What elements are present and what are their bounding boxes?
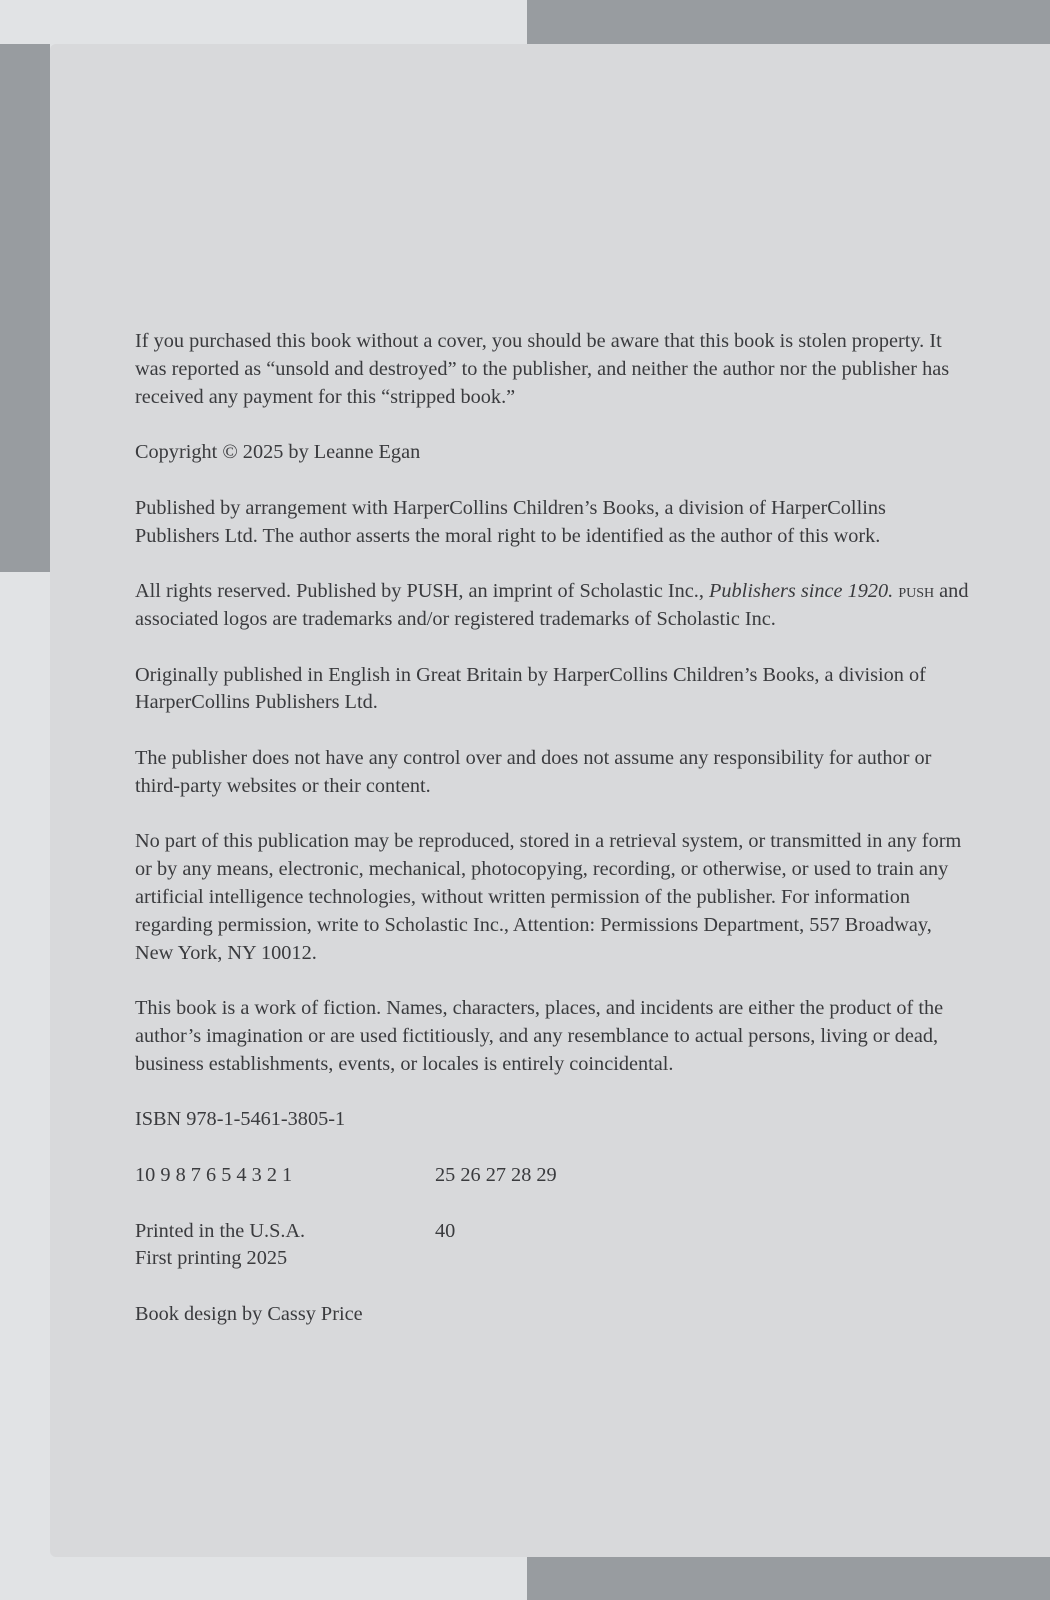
rights-text-1: All rights reserved. Published by PUSH, an imprint of Scholastic Inc., (135, 580, 710, 603)
websites-disclaimer: The publisher does not have any control over and does not assume any responsibility for author or third-party websites or their content. (135, 746, 932, 797)
fiction-disclaimer: This book is a work of fiction. Names, characters, places, and incidents are either the product of the author’s imagination or are used fictitiously, and any resemblance to actual persons, living or dead, business establishments, events, or locales is entirely coincidental. (135, 997, 944, 1075)
copyright-line: Copyright © 2025 by Leanne Egan (135, 441, 421, 464)
isbn-line: ISBN 978-1-5461-3805-1 (135, 1108, 346, 1131)
original-publication-paragraph: Originally published in English in Great Britain by HarperCollins Children’s Books, a division of HarperCollins Publishers Ltd. (135, 663, 926, 714)
background-block-top-right (527, 0, 1050, 44)
reproduction-paragraph: No part of this publication may be reproduced, stored in a retrieval system, or transmitted in any form or by any means, electronic, mechanical, photocopying, recording, or otherwise, or used to train any artificial intelligence technologies, without written permission of the publisher. For information regarding permission, write to Scholastic Inc., Attention: Permissions Department, 557 Broadway, New York, NY 10012. (135, 830, 962, 964)
background-block-bottom-right (527, 1557, 1050, 1600)
background-block-left (0, 44, 50, 572)
copyright-page (50, 44, 1050, 1557)
rights-paragraph (135, 578, 970, 634)
page-content (135, 328, 970, 1356)
rights-italic: Publishers since 1920. (709, 580, 894, 603)
printed-row (135, 1218, 970, 1274)
rights-text-2: and associated logos are trademarks and/or registered trademarks of Scholastic Inc. (135, 580, 969, 630)
plant-code: 40 (435, 1219, 456, 1242)
first-printing: First printing 2025 (135, 1247, 288, 1270)
rights-smallcaps: push (898, 580, 935, 603)
stripped-book-notice: If you purchased this book without a cover, you should be aware that this book is stolen property. It was reported as “unsold and destroyed” to the publisher, and neither the author nor the publisher has received any payment for this “stripped book.” (135, 330, 950, 408)
book-design-credit: Book design by Cassy Price (135, 1302, 363, 1325)
printing-numbers-row (135, 1162, 970, 1190)
year-numbers: 25 26 27 28 29 (435, 1163, 557, 1186)
printed-info (135, 1218, 435, 1274)
arrangement-paragraph: Published by arrangement with HarperCollins Children’s Books, a division of HarperCollins Publishers Ltd. The author asserts the moral right to be identified as the author of this work. (135, 496, 886, 547)
printed-in: Printed in the U.S.A. (135, 1219, 306, 1242)
printing-numbers: 10 9 8 7 6 5 4 3 2 1 (135, 1163, 293, 1186)
